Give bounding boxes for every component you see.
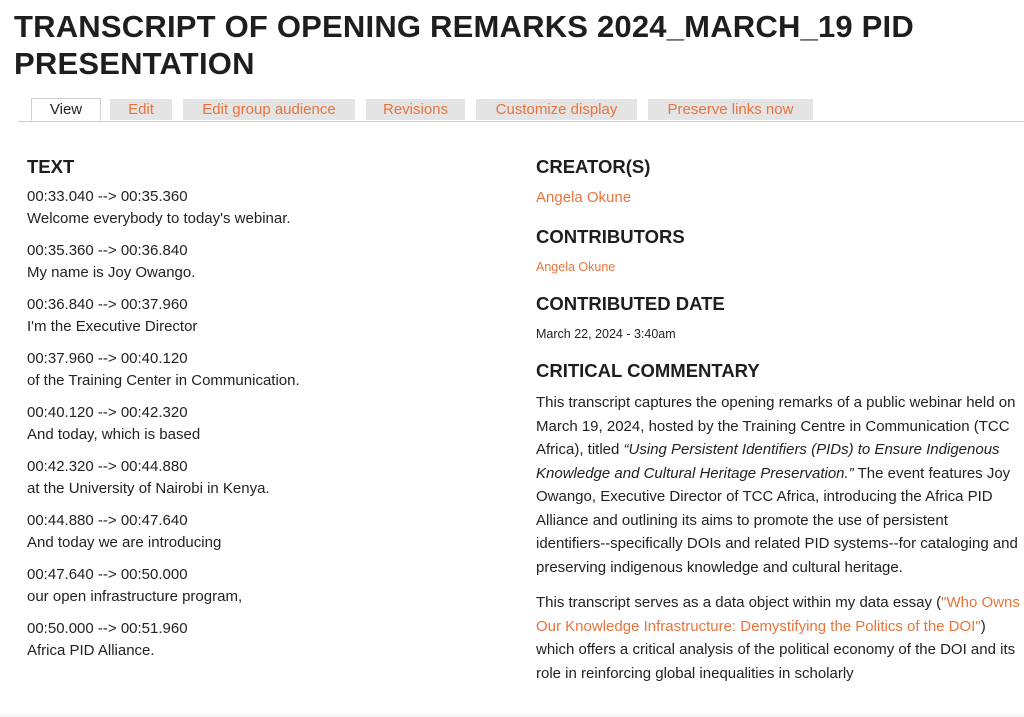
page-title: TRANSCRIPT OF OPENING REMARKS 2024_MARCH_19 PID PRESENTATION (14, 9, 914, 81)
transcript-cue (27, 294, 497, 338)
commentary-paragraph (536, 591, 1020, 685)
commentary-text: This transcript serves as a data object within my data essay ( (536, 594, 942, 611)
commentary-text: ) which offers a critical analysis of the political economy of the DOI and its role in reinforcing global inequalities in scholarly (536, 617, 1016, 682)
commentary-text: The event features Joy Owango, Executive Director of TCC Africa, introducing the Africa PID Alliance and outlining its aims to promote the use of persistent identifiers--specifically DOIs and related PID systems--for cataloging and preserving indigenous knowledge and cultural heritage. (536, 464, 1018, 576)
transcript-cue (27, 348, 497, 392)
contributed-date-heading: CONTRIBUTED DATE (536, 293, 725, 314)
cue-text: I'm the Executive Director (27, 318, 198, 335)
contributed-date-value: March 22, 2024 - 3:40am (536, 327, 676, 341)
cue-text: Africa PID Alliance. (27, 642, 155, 659)
cue-text: our open infrastructure program, (27, 588, 243, 605)
text-heading: TEXT (27, 156, 75, 177)
critical-commentary-heading: CRITICAL COMMENTARY (536, 360, 760, 381)
tab-preserve-links-now[interactable]: Preserve links now (648, 99, 813, 120)
data-essay-link[interactable]: "Who Owns Our Knowledge Infrastructure: Demystifying the Politics of the DOI" (536, 594, 1020, 635)
cue-timestamp: 00:33.040 --> 00:35.360 (27, 188, 188, 205)
webinar-title: “Using Persistent Identifiers (PIDs) to Ensure Indigenous Knowledge and Cultural Heritage Preservation.” (536, 441, 1000, 482)
transcript-cue (27, 240, 497, 284)
contributors-heading: CONTRIBUTORS (536, 226, 685, 247)
tab-view[interactable]: View (31, 98, 101, 121)
cue-text: Welcome everybody to today's webinar. (27, 210, 291, 227)
cue-timestamp: 00:44.880 --> 00:47.640 (27, 512, 188, 529)
metadata-column (536, 154, 1020, 685)
tab-edit[interactable]: Edit (110, 99, 172, 120)
transcript-cue (27, 186, 497, 230)
cue-timestamp: 00:40.120 --> 00:42.320 (27, 404, 188, 421)
commentary-paragraph (536, 391, 1020, 579)
cue-timestamp: 00:36.840 --> 00:37.960 (27, 296, 188, 313)
cue-timestamp: 00:42.320 --> 00:44.880 (27, 458, 188, 475)
cue-text: at the University of Nairobi in Kenya. (27, 480, 270, 497)
commentary-text: This transcript captures the opening remarks of a public webinar held on March 19, 2024, hosted by the Training Centre in Communication (TCC Africa), titled (536, 394, 1016, 458)
transcript-cue (27, 456, 497, 500)
transcript-cue (27, 564, 497, 608)
cue-timestamp: 00:37.960 --> 00:40.120 (27, 350, 188, 367)
tab-bar (18, 99, 1024, 122)
cue-text: My name is Joy Owango. (27, 264, 196, 281)
creator-link[interactable]: Angela Okune (536, 189, 632, 206)
cue-text: And today we are introducing (27, 534, 222, 551)
tab-edit-group-audience[interactable]: Edit group audience (183, 99, 355, 120)
cue-text: And today, which is based (27, 426, 201, 443)
tab-customize-display[interactable]: Customize display (476, 99, 637, 120)
cue-timestamp: 00:35.360 --> 00:36.840 (27, 242, 188, 259)
transcript-cue (27, 618, 497, 662)
transcript-cue (27, 510, 497, 554)
cue-timestamp: 00:47.640 --> 00:50.000 (27, 566, 188, 583)
cue-timestamp: 00:50.000 --> 00:51.960 (27, 620, 188, 637)
tab-revisions[interactable]: Revisions (366, 99, 465, 120)
contributor-link[interactable]: Angela Okune (536, 260, 616, 274)
transcript-cue (27, 402, 497, 446)
scroll-fade (0, 713, 1024, 717)
creators-heading: CREATOR(S) (536, 156, 651, 177)
cue-text: of the Training Center in Communication. (27, 372, 300, 389)
transcript-text-section (27, 154, 497, 662)
